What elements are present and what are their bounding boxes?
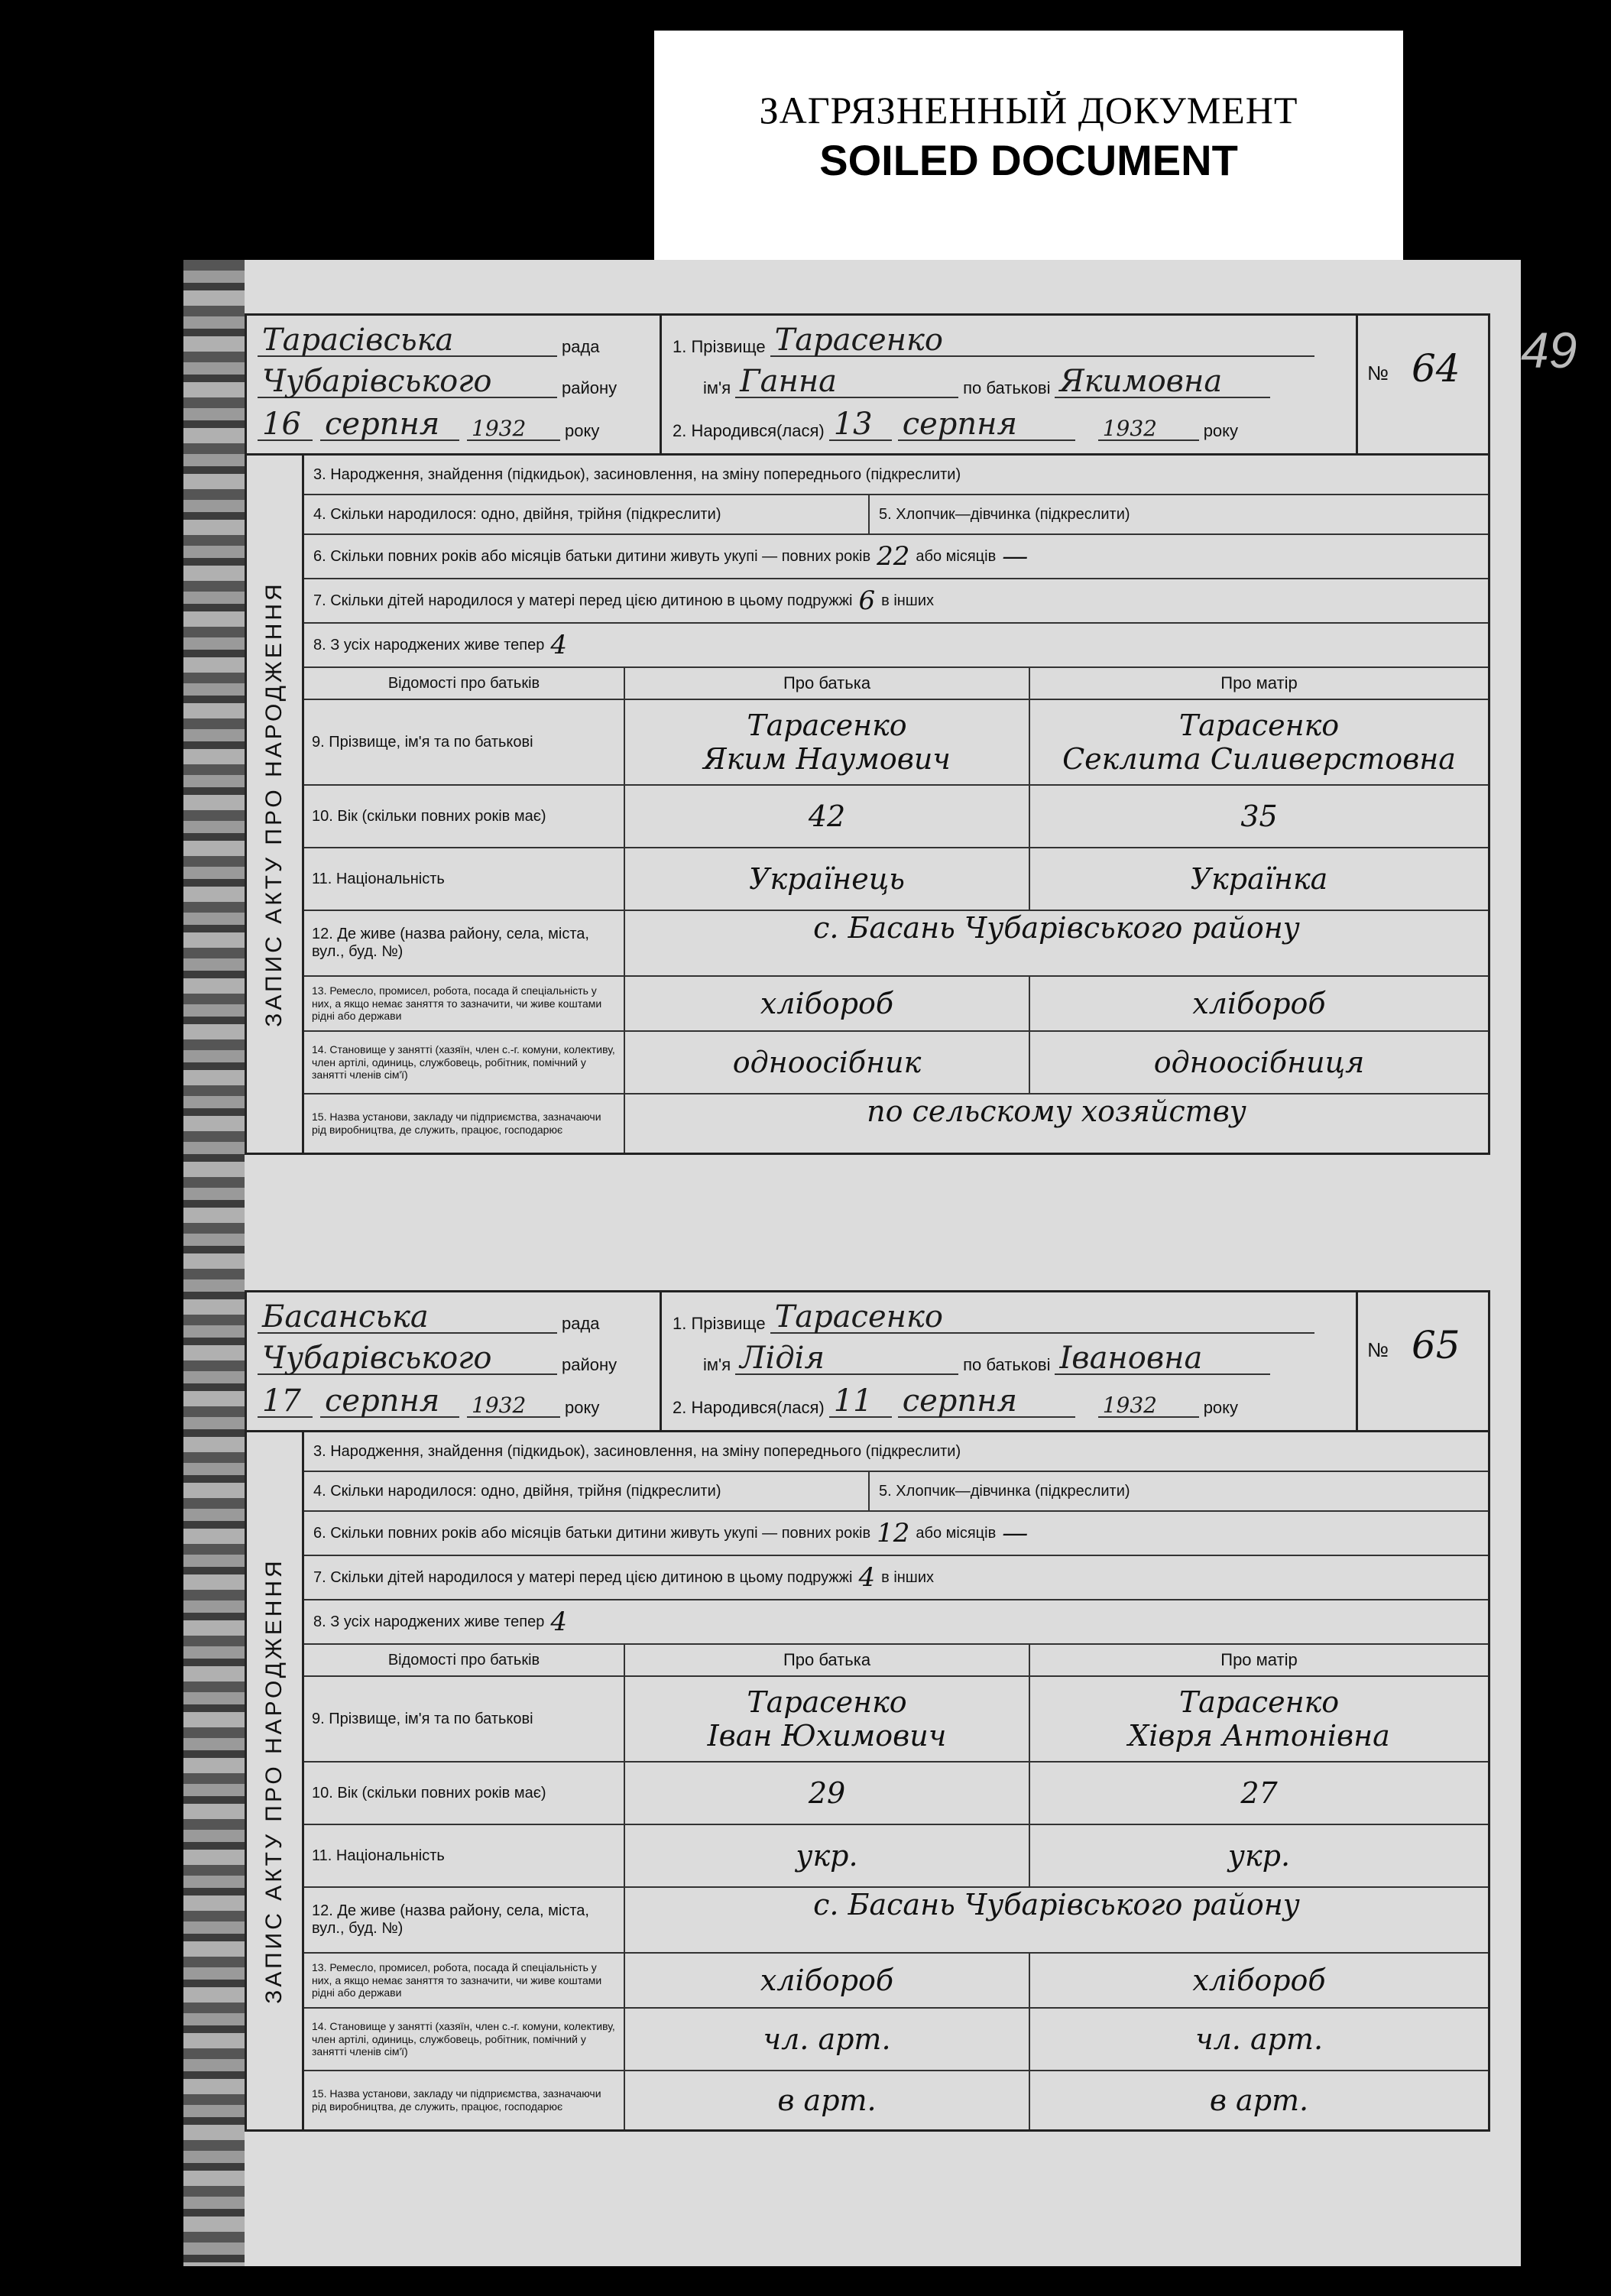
reg-month: серпня <box>320 1386 459 1418</box>
record-header <box>245 313 1490 456</box>
birth-record-65 <box>245 1290 1490 2132</box>
field-13-label: 13. Ремесло, промисел, робота, посада й спеціальність у них, а якщо немає заняття то зазначити, чи живе коштами рідні або держави <box>304 1954 625 2007</box>
mother-occupation: хлібороб <box>1192 987 1326 1020</box>
father-nationality: Українець <box>625 848 1030 910</box>
field-6 <box>304 535 1488 579</box>
field-10-label: 10. Вік (скільки повних років має) <box>304 786 625 847</box>
mother-surname: Тарасенко <box>1178 709 1340 742</box>
reg-year: 1932 <box>467 1395 560 1418</box>
registry-office-block <box>247 1292 662 1430</box>
born-label: 2. Народився(лася) <box>673 1398 825 1417</box>
number-label: № <box>1367 362 1389 384</box>
mother-nationality: укр. <box>1227 1839 1291 1873</box>
children-before: 4 <box>858 1562 876 1593</box>
mother-workplace: в арт. <box>1209 2084 1309 2117</box>
field-15 <box>304 1094 1488 1153</box>
field-7-other-label: в інших <box>881 1568 935 1586</box>
field-12-label: 12. Де живе (назва району, села, міста, вул., буд. №) <box>304 911 625 975</box>
children-before: 6 <box>858 585 876 616</box>
patronymic-value: Якимовна <box>1055 366 1270 398</box>
roku-label: року <box>565 1398 600 1417</box>
mother-name <box>1030 1677 1488 1761</box>
record-number: 65 <box>1412 1323 1460 1367</box>
father-occupation: хлібороб <box>625 1954 1030 2007</box>
born-month: серпня <box>898 1386 1075 1418</box>
name-label: ім'я <box>703 1355 731 1374</box>
field-3 <box>304 1432 1488 1472</box>
rada-label: рада <box>562 337 600 356</box>
father-age: 29 <box>625 1763 1030 1824</box>
field-15-label: 15. Назва установи, закладу чи підприємства, зазначаючи рід виробництва, де служить, працює, господарює <box>304 1094 625 1153</box>
field-9 <box>304 700 1488 786</box>
field-9 <box>304 1677 1488 1763</box>
field-9-label: 9. Прізвище, ім'я та по батькові <box>304 1677 625 1761</box>
father-status: одноосібник <box>625 1032 1030 1093</box>
field-12 <box>304 1888 1488 1954</box>
mother-given: Хівря Антонівна <box>1128 1719 1390 1753</box>
father-given: Іван Юхимович <box>707 1719 947 1753</box>
patronymic-value: Івановна <box>1055 1343 1270 1375</box>
number-label: № <box>1367 1338 1389 1361</box>
record-number-block <box>1358 1292 1488 1430</box>
field-12 <box>304 911 1488 977</box>
field-5-label: 5. Хлопчик—дівчинка (підкреслити) <box>879 505 1130 523</box>
father-surname: Тарасенко <box>747 1685 907 1719</box>
mother-occupation: хлібороб <box>1192 1964 1326 1997</box>
parents-header-label: Відомості про батьків <box>304 1645 625 1675</box>
field-8-label: 8. З усіх народжених живе тепер <box>313 1613 545 1630</box>
field-15-label: 15. Назва установи, закладу чи підприємства, зазначаючи рід виробництва, де служить, працює, господарює <box>304 2071 625 2129</box>
field-15 <box>304 2071 1488 2129</box>
rada-value: Басанська <box>258 1302 557 1334</box>
mother-nationality: Українка <box>1190 862 1328 896</box>
surname-label: 1. Прізвище <box>673 1314 766 1333</box>
field-8 <box>304 1600 1488 1645</box>
mother-age: 27 <box>1240 1776 1278 1810</box>
years-together: 22 <box>877 541 910 572</box>
side-title <box>247 1432 304 2129</box>
label-russian: ЗАГРЯЗНЕННЫЙ ДОКУМЕНТ <box>759 89 1298 131</box>
name-label: ім'я <box>703 378 731 397</box>
father-given: Яким Наумович <box>703 742 951 776</box>
field-7-label: 7. Скільки дітей народилося у матері перед цією дитиною в цьому подружжі <box>313 592 853 609</box>
field-8 <box>304 624 1488 668</box>
parents-header <box>304 668 1488 700</box>
parents-header <box>304 1645 1488 1677</box>
father-age: 42 <box>625 786 1030 847</box>
field-7-other-label: в інших <box>881 592 935 609</box>
rada-label: рада <box>562 1314 600 1333</box>
side-title-text: ЗАПИС АКТУ ПРО НАРОДЖЕННЯ <box>261 1558 287 2004</box>
rada-value: Тарасівська <box>258 325 557 357</box>
side-title <box>247 456 304 1153</box>
field-11-label: 11. Національність <box>304 1825 625 1886</box>
mother-status: чл. арт. <box>1194 2022 1324 2056</box>
born-roku-label: року <box>1203 421 1239 440</box>
father-header: Про батька <box>625 668 1030 699</box>
record-number: 64 <box>1412 346 1460 391</box>
field-14-label: 14. Становище у занятті (хазяїн, член с.-г. комуни, колективу, член артілі, одиниць, службовець, робітник, помічний у занятті членів сім'ї) <box>304 1032 625 1093</box>
mother-status: одноосібниця <box>1153 1046 1365 1079</box>
record-header <box>245 1290 1490 1432</box>
rayon-label: району <box>562 378 617 397</box>
record-body <box>245 456 1490 1155</box>
field-5-label: 5. Хлопчик—дівчинка (підкреслити) <box>879 1482 1130 1500</box>
field-8-label: 8. З усіх народжених живе тепер <box>313 636 545 653</box>
field-3 <box>304 456 1488 495</box>
roku-label: року <box>565 421 600 440</box>
born-label: 2. Народився(лася) <box>673 421 825 440</box>
registry-office-block <box>247 316 662 453</box>
reg-day: 16 <box>258 409 313 441</box>
label-english: SOILED DOCUMENT <box>819 136 1238 184</box>
mother-given: Секлита Силиверстовна <box>1062 742 1456 776</box>
patronymic-label: по батькові <box>963 378 1051 397</box>
reg-month: серпня <box>320 409 459 441</box>
patronymic-label: по батькові <box>963 1355 1051 1374</box>
field-3-label: 3. Народження, знайдення (підкидьок), засиновлення, на зміну попереднього (підкреслити) <box>313 1442 961 1460</box>
father-surname: Тарасенко <box>747 709 907 742</box>
child-identity-block <box>662 316 1358 453</box>
mother-header: Про матір <box>1220 1650 1298 1669</box>
mother-age: 35 <box>1240 799 1278 833</box>
field-4-label: 4. Скільки народилося: одно, двійня, трійня (підкреслити) <box>304 1472 870 1510</box>
field-11 <box>304 1825 1488 1888</box>
record-body <box>245 1432 1490 2132</box>
field-10 <box>304 786 1488 848</box>
surname-value: Тарасенко <box>770 325 1314 357</box>
field-7-label: 7. Скільки дітей народилося у матері перед цією дитиною в цьому подружжі <box>313 1568 853 1586</box>
born-year: 1932 <box>1098 418 1199 441</box>
field-4-5 <box>304 495 1488 535</box>
father-name <box>625 1677 1030 1761</box>
father-header: Про батька <box>625 1645 1030 1675</box>
reg-year: 1932 <box>467 418 560 441</box>
address-value: с. Басань Чубарівського району <box>813 911 1300 945</box>
rayon-value: Чубарівського <box>258 366 557 398</box>
field-7 <box>304 1556 1488 1600</box>
father-occupation: хлібороб <box>625 977 1030 1030</box>
alive-count: 4 <box>550 630 567 660</box>
address-value: с. Басань Чубарівського району <box>813 1888 1300 1921</box>
field-13-label: 13. Ремесло, промисел, робота, посада й спеціальність у них, а якщо немає заняття то зазначити, чи живе коштами рідні або держави <box>304 977 625 1030</box>
rayon-label: району <box>562 1355 617 1374</box>
torn-page-edge <box>183 260 245 2266</box>
side-title-text: ЗАПИС АКТУ ПРО НАРОДЖЕННЯ <box>261 581 287 1027</box>
months-together: — <box>1002 541 1029 572</box>
field-14 <box>304 2009 1488 2071</box>
child-identity-block <box>662 1292 1358 1430</box>
field-4-5 <box>304 1472 1488 1512</box>
field-13 <box>304 977 1488 1032</box>
field-6-label: 6. Скільки повних років або місяців батьки дитини живуть укупі — повних років <box>313 1524 871 1542</box>
father-status: чл. арт. <box>625 2009 1030 2070</box>
months-together: — <box>1002 1518 1029 1549</box>
rayon-value: Чубарівського <box>258 1343 557 1375</box>
record-number-block <box>1358 316 1488 453</box>
born-day: 13 <box>829 409 892 441</box>
field-13 <box>304 1954 1488 2009</box>
reg-day: 17 <box>258 1386 313 1418</box>
field-11-label: 11. Національність <box>304 848 625 910</box>
field-9-label: 9. Прізвище, ім'я та по батькові <box>304 700 625 784</box>
field-6-label: 6. Скільки повних років або місяців батьки дитини живуть укупі — повних років <box>313 547 871 565</box>
field-6-months-label: або місяців <box>916 547 997 565</box>
father-workplace: в арт. <box>625 2071 1030 2129</box>
field-12-label: 12. Де живе (назва району, села, міста, вул., буд. №) <box>304 1888 625 1952</box>
father-nationality: укр. <box>625 1825 1030 1886</box>
alive-count: 4 <box>550 1607 567 1637</box>
field-7 <box>304 579 1488 624</box>
record-fields <box>304 1432 1488 2129</box>
sheet-number: 49 <box>1521 322 1577 378</box>
mother-header: Про матір <box>1220 673 1298 692</box>
mother-surname: Тарасенко <box>1178 1685 1340 1719</box>
born-month: серпня <box>898 409 1075 441</box>
field-4-label: 4. Скільки народилося: одно, двійня, трійня (підкреслити) <box>304 495 870 533</box>
soiled-document-label <box>654 31 1403 260</box>
birth-record-64 <box>245 313 1490 1155</box>
field-6 <box>304 1512 1488 1556</box>
field-14 <box>304 1032 1488 1094</box>
name-value: Ганна <box>735 366 958 398</box>
surname-value: Тарасенко <box>770 1302 1314 1334</box>
workplace-value: по сельскому хозяйству <box>867 1094 1246 1128</box>
parents-header-label: Відомості про батьків <box>304 668 625 699</box>
born-year: 1932 <box>1098 1395 1199 1418</box>
record-fields <box>304 456 1488 1153</box>
born-day: 11 <box>829 1386 892 1418</box>
field-10 <box>304 1763 1488 1825</box>
mother-name <box>1030 700 1488 784</box>
surname-label: 1. Прізвище <box>673 337 766 356</box>
field-11 <box>304 848 1488 911</box>
father-name <box>625 700 1030 784</box>
field-10-label: 10. Вік (скільки повних років має) <box>304 1763 625 1824</box>
born-roku-label: року <box>1203 1398 1239 1417</box>
field-14-label: 14. Становище у занятті (хазяїн, член с.-г. комуни, колективу, член артілі, одиниць, службовець, робітник, помічний у занятті членів сім'ї) <box>304 2009 625 2070</box>
name-value: Лідія <box>735 1343 958 1375</box>
years-together: 12 <box>877 1518 910 1549</box>
field-3-label: 3. Народження, знайдення (підкидьок), засиновлення, на зміну попереднього (підкреслити) <box>313 465 961 483</box>
field-6-months-label: або місяців <box>916 1524 997 1542</box>
